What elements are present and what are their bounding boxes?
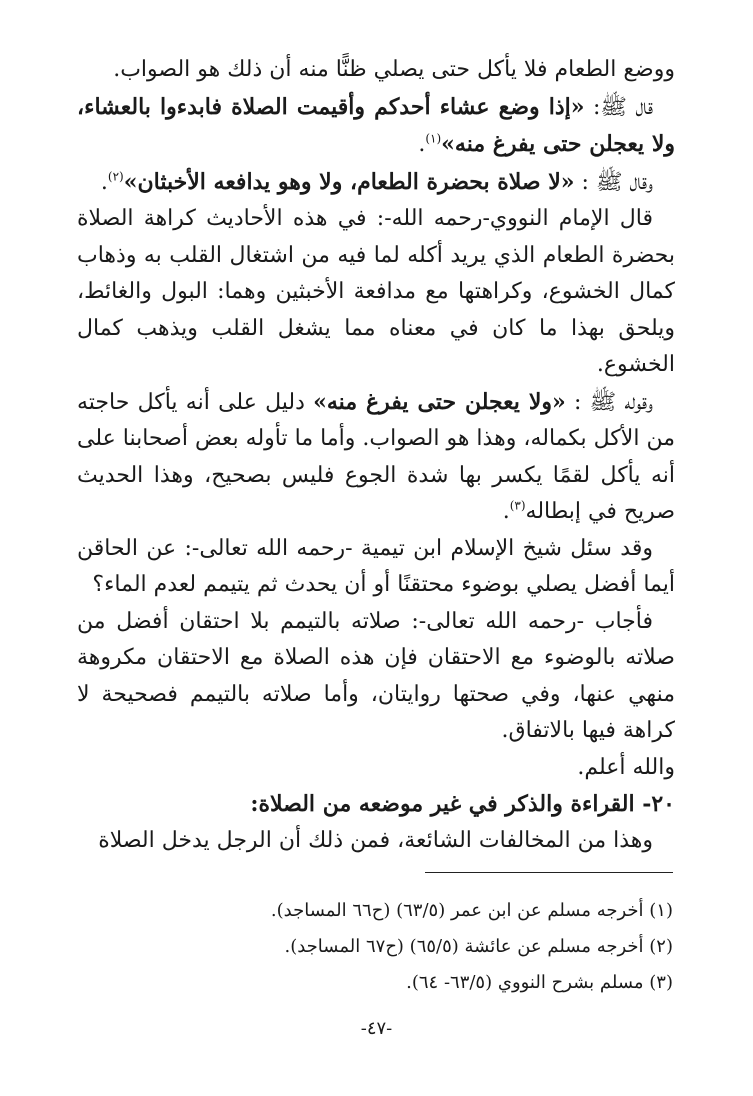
paragraph-1: ووضع الطعام فلا يأكل حتى يصلي ظنًّا منه أن ذلك هو الصواب. xyxy=(113,57,675,82)
paragraph-9: وهذا من المخالفات الشائعة، فمن ذلك أن الرجل يدخل الصلاة xyxy=(98,827,653,853)
footnotes xyxy=(113,893,673,1001)
main-text xyxy=(77,52,675,859)
paragraph-7: فأجاب -رحمه الله تعالى-: صلاته بالتيمم بلا احتقان أفضل من صلاته بالوضوء مع الاحتقان فإن هذه الصلاة مع الاحتقان مكروهة منهي عنها، وفي صحتها روايتان، وأما صلاته بالتيمم فصحيحة لا كراهة فيها بالاتفاق. xyxy=(77,608,675,743)
footnote-2: (٢) أخرجه مسلم عن عائشة (٦٥/٥) (ح٦٧ المساجد). xyxy=(284,936,673,957)
punctuation: . xyxy=(100,169,108,195)
footnote-divider xyxy=(425,872,673,873)
hadith-text: «لا صلاة بحضرة الطعام، ولا وهو يدافعه الأخبثان» xyxy=(123,168,575,195)
hadith-intro: وقال ﷺ : xyxy=(574,169,653,195)
footnote-1: (١) أخرجه مسلم عن ابن عمر (٦٣/٥) (ح٦٦ المساجد). xyxy=(270,900,673,921)
hadith-intro: قال ﷺ: xyxy=(584,94,653,120)
page-number: -٤٧- xyxy=(360,1018,393,1039)
footnote-ref-1: (١) xyxy=(425,131,442,146)
paragraph-3 xyxy=(77,164,675,202)
paragraph-8: والله أعلم. xyxy=(577,754,675,780)
footnote-ref-3: (٣) xyxy=(509,498,526,513)
footnote-3: (٣) مسلم بشرح النووي (٦٣/٥- ٦٤). xyxy=(406,972,673,993)
commentary-text: دليل على أنه يأكل حاجته من الأكل بكماله، وهذا هو الصواب. وأما ما تأوله بعض أصحابنا على أنه يأكل لقمًا يكسر بها شدة الجوع فليس بصحيح، وهذا الحديث صريح في إبطاله xyxy=(77,389,675,524)
punctuation: . xyxy=(502,499,510,524)
paragraph-5 xyxy=(77,384,675,531)
quote-intro: وقوله ﷺ : xyxy=(565,389,653,415)
hadith-quote: «ولا يعجلن حتى يفرغ منه» xyxy=(313,388,566,415)
paragraph-2 xyxy=(77,89,675,164)
hadith-text: «إذا وضع عشاء أحدكم وأقيمت الصلاة فابدءوا بالعشاء، ولا يعجلن حتى يفرغ منه» xyxy=(77,93,675,157)
paragraph-6: وقد سئل شيخ الإسلام ابن تيمية -رحمه الله تعالى-: عن الحاقن أيما أفضل يصلي بوضوء محتقنًا أو أن يحدث ثم يتيمم لعدم الماء؟ xyxy=(77,535,675,597)
footnote-ref-2: (٢) xyxy=(107,169,124,184)
paragraph-4: قال الإمام النووي-رحمه الله-: في هذه الأحاديث كراهة الصلاة بحضرة الطعام الذي يريد أكله لما فيه من اشتغال القلب به وذهاب كمال الخشوع، وكراهتها مع مدافعة الأخبثين وهما: البول والغائط، ويلحق بهذا ما كان في معناه مما يشغل القلب ويذهب كمال الخشوع. xyxy=(77,206,675,377)
punctuation: . xyxy=(418,132,426,157)
section-heading: ٢٠- القراءة والذكر في غير موضعه من الصلاة: xyxy=(250,791,675,817)
